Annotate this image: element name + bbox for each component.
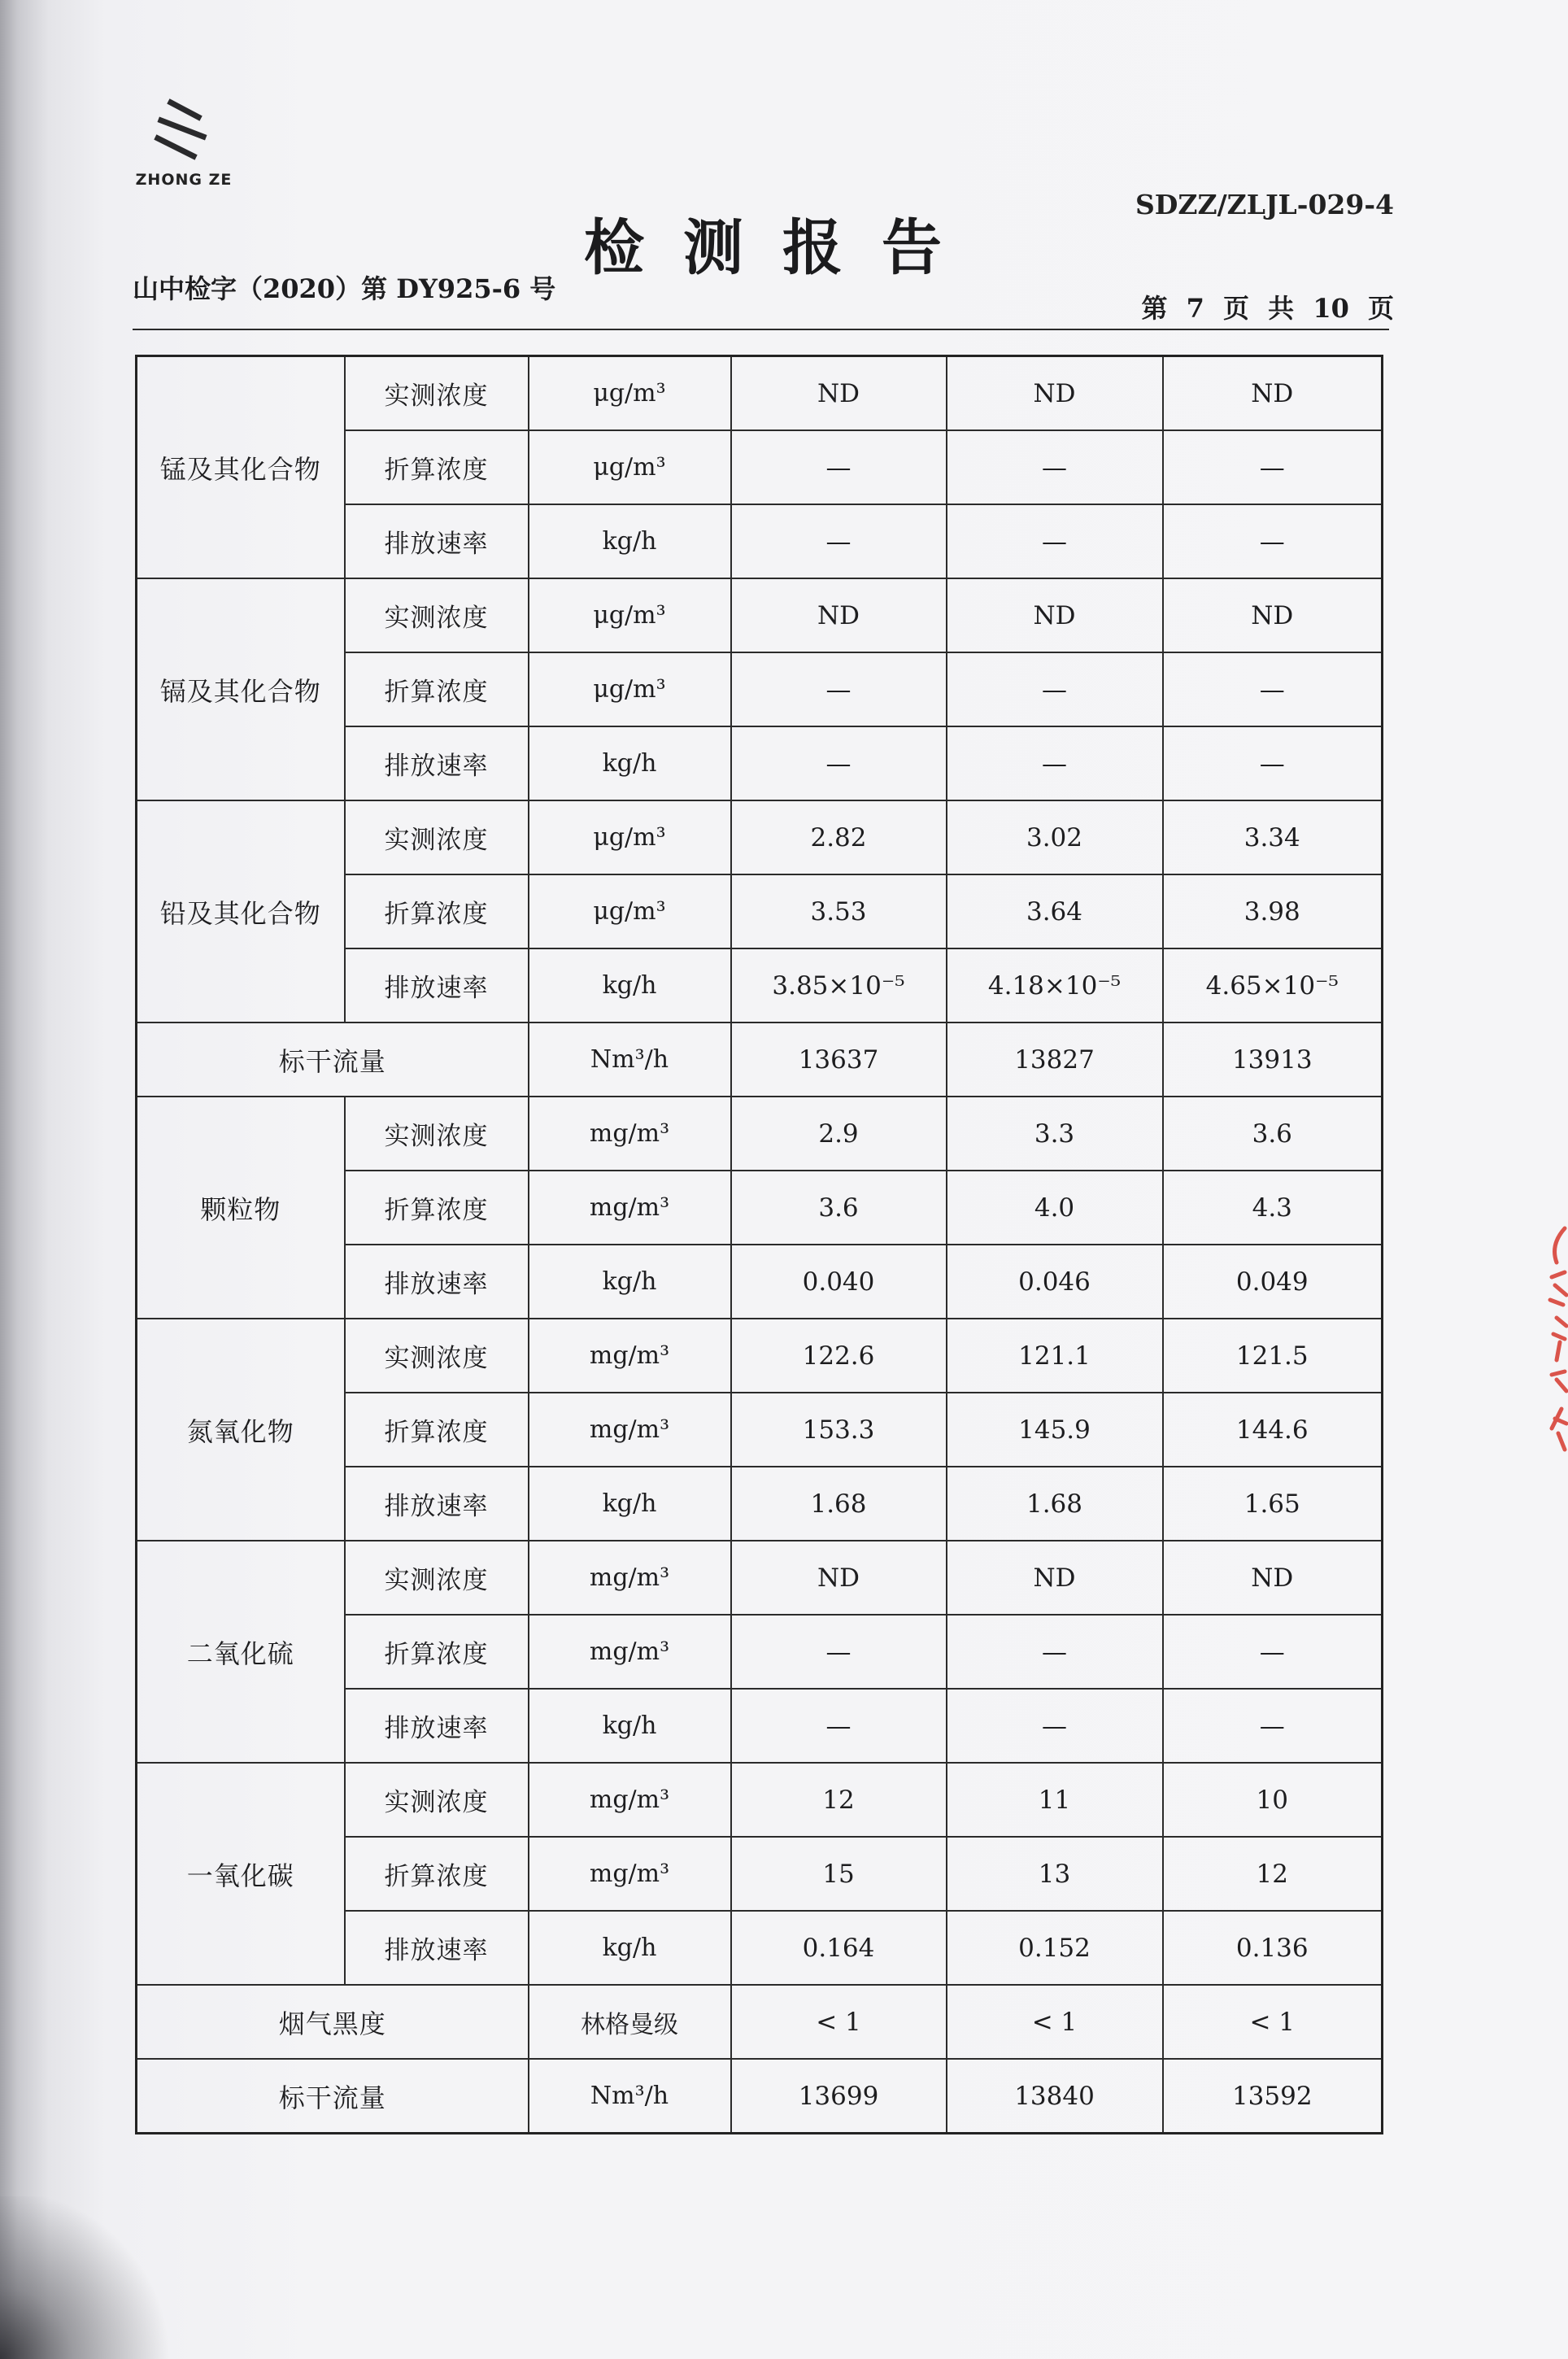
value-cell: — (947, 1689, 1163, 1763)
value-cell: ND (1163, 1541, 1383, 1615)
value-cell: 11 (947, 1763, 1163, 1837)
item-name: 标干流量 (137, 2059, 529, 2134)
table-row (137, 2059, 1383, 2134)
page-title: 检测报告 (584, 213, 981, 283)
unit-cell: kg/h (529, 504, 731, 578)
unit-cell: μg/m³ (529, 652, 731, 726)
value-cell: ND (947, 1541, 1163, 1615)
value-cell: ND (947, 356, 1163, 431)
value-cell: — (731, 726, 947, 800)
value-cell: 15 (731, 1837, 947, 1911)
value-cell: — (731, 1615, 947, 1689)
value-cell: ND (731, 578, 947, 652)
parameter-label: 实测浓度 (345, 356, 529, 431)
unit-cell: μg/m³ (529, 578, 731, 652)
pollutant-name: 铅及其化合物 (137, 800, 345, 1023)
parameter-label: 折算浓度 (345, 874, 529, 948)
parameter-label: 实测浓度 (345, 1763, 529, 1837)
value-cell: 0.049 (1163, 1245, 1383, 1319)
value-cell: — (731, 504, 947, 578)
table-row (137, 1023, 1383, 1097)
parameter-label: 实测浓度 (345, 1541, 529, 1615)
pollutant-name: 氮氧化物 (137, 1319, 345, 1541)
value-cell: 2.82 (731, 800, 947, 874)
value-cell: — (1163, 652, 1383, 726)
unit-cell: μg/m³ (529, 800, 731, 874)
header-divider (133, 329, 1389, 330)
value-cell: 13699 (731, 2059, 947, 2134)
unit-cell: mg/m³ (529, 1097, 731, 1171)
value-cell: 121.1 (947, 1319, 1163, 1393)
unit-cell: mg/m³ (529, 1615, 731, 1689)
unit-cell: kg/h (529, 726, 731, 800)
unit-cell: mg/m³ (529, 1763, 731, 1837)
value-cell: — (947, 726, 1163, 800)
value-cell: < 1 (731, 1985, 947, 2059)
unit-cell: kg/h (529, 1245, 731, 1319)
unit-cell: kg/h (529, 948, 731, 1023)
unit-cell: mg/m³ (529, 1541, 731, 1615)
value-cell: < 1 (1163, 1985, 1383, 2059)
value-cell: 13827 (947, 1023, 1163, 1097)
table-row (137, 356, 1383, 431)
pollutant-name: 颗粒物 (137, 1097, 345, 1319)
page-corner-shadow (0, 2196, 179, 2359)
value-cell: 145.9 (947, 1393, 1163, 1467)
value-cell: 13840 (947, 2059, 1163, 2134)
value-cell: — (947, 652, 1163, 726)
parameter-label: 折算浓度 (345, 1837, 529, 1911)
value-cell: 4.3 (1163, 1171, 1383, 1245)
pollutant-name: 镉及其化合物 (137, 578, 345, 800)
parameter-label: 排放速率 (345, 1911, 529, 1985)
value-cell: 3.6 (1163, 1097, 1383, 1171)
unit-cell: kg/h (529, 1911, 731, 1985)
value-cell: 3.6 (731, 1171, 947, 1245)
table-row (137, 800, 1383, 874)
unit-cell: 林格曼级 (529, 1985, 731, 2059)
value-cell: 13913 (1163, 1023, 1383, 1097)
value-cell: ND (731, 1541, 947, 1615)
document-code: SDZZ/ZLJL-029-4 (1135, 189, 1394, 220)
zhongze-logo-icon (146, 96, 220, 169)
value-cell: 13 (947, 1837, 1163, 1911)
value-cell: 0.046 (947, 1245, 1163, 1319)
page-number: 第 7 页 共 10 页 (1141, 293, 1394, 324)
unit-cell: mg/m³ (529, 1319, 731, 1393)
parameter-label: 实测浓度 (345, 1097, 529, 1171)
value-cell: 2.9 (731, 1097, 947, 1171)
value-cell: — (731, 652, 947, 726)
parameter-label: 实测浓度 (345, 578, 529, 652)
value-cell: 12 (731, 1763, 947, 1837)
value-cell: 3.53 (731, 874, 947, 948)
unit-cell: μg/m³ (529, 430, 731, 504)
value-cell: ND (947, 578, 1163, 652)
value-cell: 13592 (1163, 2059, 1383, 2134)
value-cell: 144.6 (1163, 1393, 1383, 1467)
unit-cell: Nm³/h (529, 1023, 731, 1097)
value-cell: 3.34 (1163, 800, 1383, 874)
value-cell: ND (1163, 356, 1383, 431)
value-cell: 0.164 (731, 1911, 947, 1985)
item-name: 标干流量 (137, 1023, 529, 1097)
unit-cell: Nm³/h (529, 2059, 731, 2134)
value-cell: — (731, 430, 947, 504)
value-cell: 4.18×10⁻⁵ (947, 948, 1163, 1023)
unit-cell: mg/m³ (529, 1837, 731, 1911)
parameter-label: 实测浓度 (345, 1319, 529, 1393)
value-cell: 3.3 (947, 1097, 1163, 1171)
value-cell: 1.68 (731, 1467, 947, 1541)
value-cell: 10 (1163, 1763, 1383, 1837)
value-cell: 3.02 (947, 800, 1163, 874)
value-cell: — (1163, 1689, 1383, 1763)
parameter-label: 折算浓度 (345, 430, 529, 504)
parameter-label: 折算浓度 (345, 652, 529, 726)
parameter-label: 实测浓度 (345, 800, 529, 874)
table-row (137, 1985, 1383, 2059)
value-cell: 0.136 (1163, 1911, 1383, 1985)
table-row (137, 1763, 1383, 1837)
value-cell: — (731, 1689, 947, 1763)
table-row (137, 1319, 1383, 1393)
value-cell: 13637 (731, 1023, 947, 1097)
pollutant-name: 一氧化碳 (137, 1763, 345, 1985)
value-cell: 3.64 (947, 874, 1163, 948)
unit-cell: μg/m³ (529, 356, 731, 431)
value-cell: 4.0 (947, 1171, 1163, 1245)
value-cell: 4.65×10⁻⁵ (1163, 948, 1383, 1023)
unit-cell: kg/h (529, 1689, 731, 1763)
parameter-label: 排放速率 (345, 1689, 529, 1763)
value-cell: — (1163, 726, 1383, 800)
value-cell: 3.85×10⁻⁵ (731, 948, 947, 1023)
value-cell: — (947, 430, 1163, 504)
parameter-label: 排放速率 (345, 1245, 529, 1319)
value-cell: — (1163, 1615, 1383, 1689)
parameter-label: 折算浓度 (345, 1615, 529, 1689)
unit-cell: mg/m³ (529, 1393, 731, 1467)
table-row (137, 1097, 1383, 1171)
value-cell: — (1163, 430, 1383, 504)
unit-cell: kg/h (529, 1467, 731, 1541)
parameter-label: 排放速率 (345, 1467, 529, 1541)
parameter-label: 排放速率 (345, 504, 529, 578)
value-cell: 3.98 (1163, 874, 1383, 948)
table-row (137, 1541, 1383, 1615)
table-row (137, 578, 1383, 652)
value-cell: 1.65 (1163, 1467, 1383, 1541)
item-name: 烟气黑度 (137, 1985, 529, 2059)
value-cell: < 1 (947, 1985, 1163, 2059)
value-cell: 0.152 (947, 1911, 1163, 1985)
value-cell: 0.040 (731, 1245, 947, 1319)
parameter-label: 排放速率 (345, 948, 529, 1023)
table-body (137, 356, 1383, 2134)
unit-cell: mg/m³ (529, 1171, 731, 1245)
report-number: 山中检字（2020）第 DY925-6 号 (133, 273, 556, 304)
value-cell: 153.3 (731, 1393, 947, 1467)
parameter-label: 折算浓度 (345, 1393, 529, 1467)
pollutant-name: 锰及其化合物 (137, 356, 345, 579)
red-seal-fragment (1532, 1220, 1568, 1464)
value-cell: 122.6 (731, 1319, 947, 1393)
pollutant-name: 二氧化硫 (137, 1541, 345, 1763)
parameter-label: 折算浓度 (345, 1171, 529, 1245)
value-cell: 1.68 (947, 1467, 1163, 1541)
value-cell: — (947, 1615, 1163, 1689)
test-results-table (135, 355, 1383, 2134)
value-cell: 12 (1163, 1837, 1383, 1911)
value-cell: 121.5 (1163, 1319, 1383, 1393)
value-cell: — (947, 504, 1163, 578)
value-cell: — (1163, 504, 1383, 578)
logo-text: ZHONG ZE (135, 171, 233, 189)
unit-cell: μg/m³ (529, 874, 731, 948)
value-cell: ND (1163, 578, 1383, 652)
value-cell: ND (731, 356, 947, 431)
parameter-label: 排放速率 (345, 726, 529, 800)
